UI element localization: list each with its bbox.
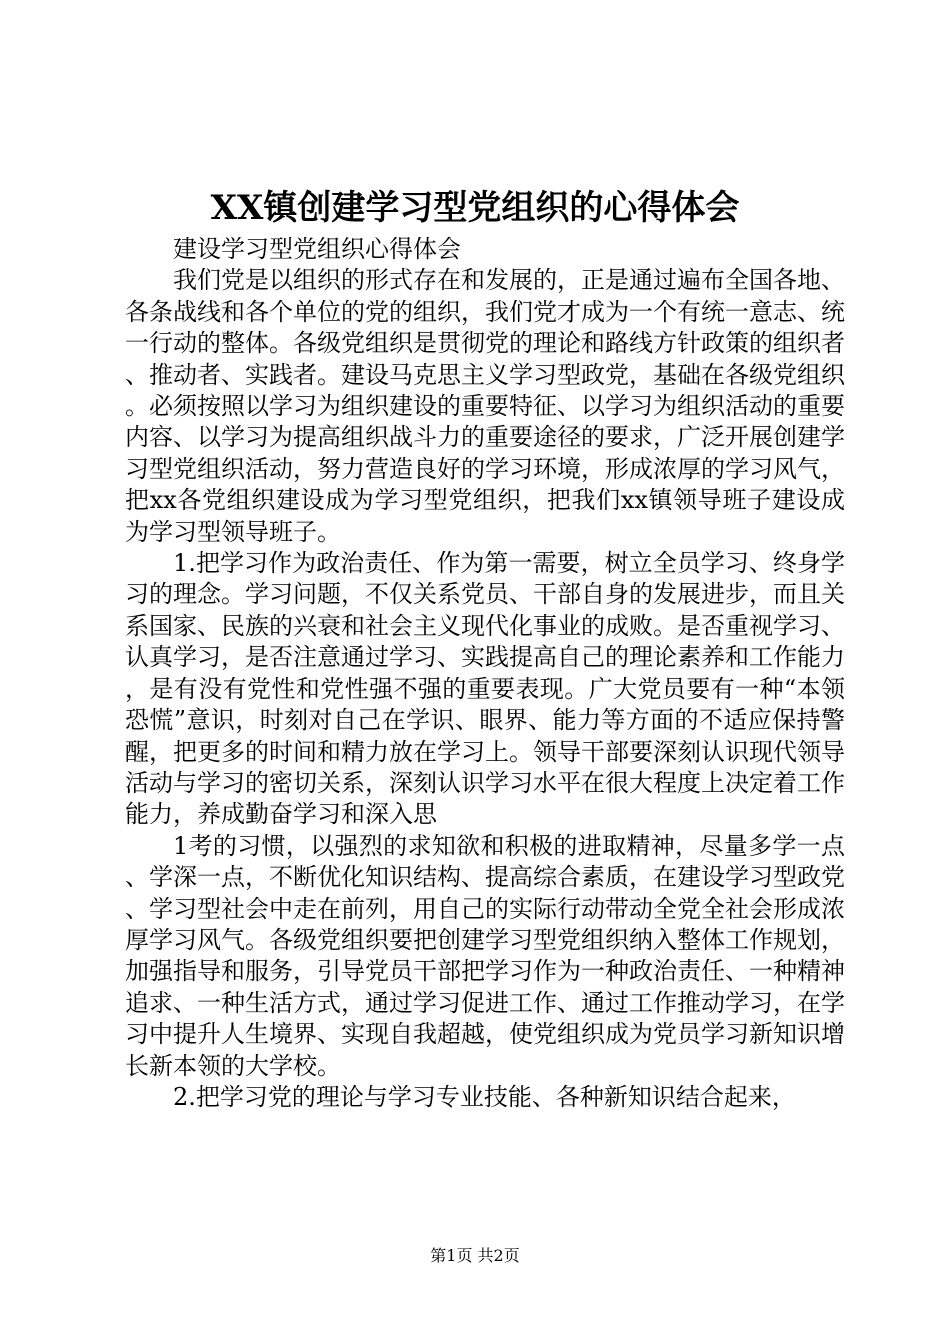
document-body <box>125 234 845 1113</box>
body-paragraph: 2.把学习党的理论与学习专业技能、各种新知识结合起来， <box>173 1082 796 1111</box>
subtitle-paragraph: 建设学习型党组织心得体会 <box>173 235 461 263</box>
body-paragraph: 1考的习惯，以强烈的求知欲和积极的进取精神，尽量多学一点、学深一点，不断优化知识结构、提高综合素质，在建设学习型政党、学习型社会中走在前列，用自己的实际行动带动全党全社会形成浓厚学习风气。各级党组织要把创建学习型党组织纳入整体工作规划，加强指导和服务，引导党员干部把学习作为一种政治责任、一种精神追求、一种生活方式，通过学习促进工作、通过工作推动学习，在学习中提升人生境界、实现自我超越，使党组织成为党员学习新知识增长新本领的大学校。 <box>125 831 845 1080</box>
page-number-footer: 第1页 共2页 <box>430 1246 520 1265</box>
document-title: XX镇创建学习型党组织的心得体会 <box>210 188 740 228</box>
body-paragraph: 我们党是以组织的形式存在和发展的，正是通过遍布全国各地、各条战线和各个单位的党的组织，我们党才成为一个有统一意志、统一行动的整体。各级党组织是贯彻党的理论和路线方针政策的组织者、推动者、实践者。建设马克思主义学习型政党，基础在各级党组织。必须按照以学习为组织建设的重要特征、以学习为组织活动的重要内容、以学习为提高组织战斗力的重要途径的要求，广泛开展创建学习型党组织活动，努力营造良好的学习环境，形成浓厚的学习风气，把xx各党组织建设成为学习型党组织，把我们xx镇领导班子建设成为学习型领导班子。 <box>125 266 845 546</box>
body-paragraph: 1.把学习作为政治责任、作为第一需要，树立全员学习、终身学习的理念。学习问题，不仅关系党员、干部自身的发展进步，而且关系国家、民族的兴衰和社会主义现代化事业的成败。是否重视学习、认真学习，是否注意通过学习、实践提高自己的理论素养和工作能力，是有没有党性和党性强不强的重要表现。广大党员要有一种“本领恐慌”意识，时刻对自己在学识、眼界、能力等方面的不适应保持警醒，把更多的时间和精力放在学习上。领导干部要深刻认识现代领导活动与学习的密切关系，深刻认识学习水平在很大程度上决定着工作能力，养成勤奋学习和深入思 <box>125 549 845 829</box>
